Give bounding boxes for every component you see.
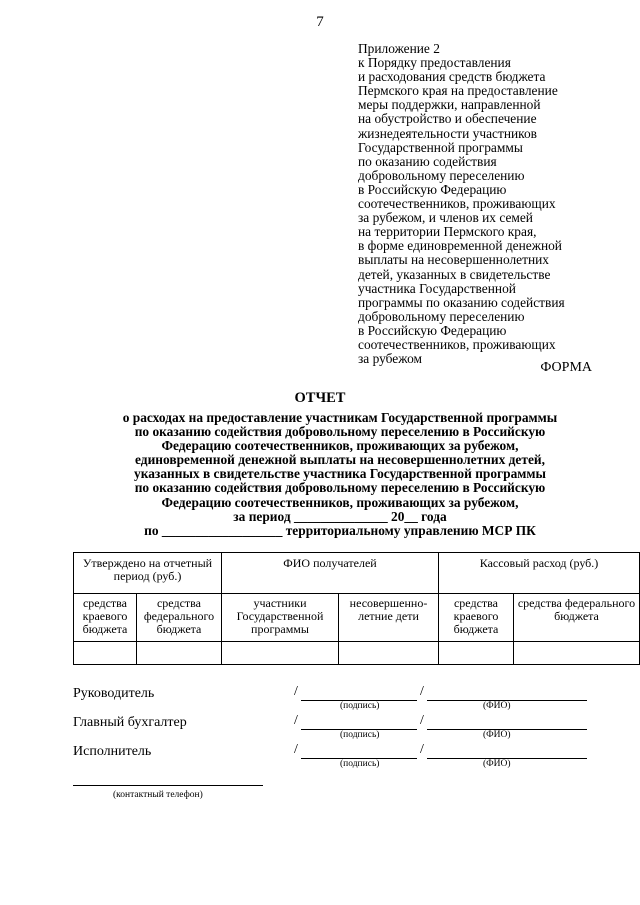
appendix-line: за рубежом, и членов их семей	[358, 210, 533, 226]
caption-signature: (подпись)	[340, 701, 380, 711]
appendix-line: Государственной программы	[358, 139, 523, 155]
appendix-line: в форме единовременной денежной	[358, 238, 562, 254]
slash-separator: /	[294, 684, 298, 699]
signature-label-chief-accountant: Главный бухгалтер	[73, 715, 187, 730]
forma-label: ФОРМА	[540, 360, 592, 375]
appendix-line: меры поддержки, направленной	[358, 97, 541, 113]
period-line: за период ______________ 20__ года	[233, 508, 447, 524]
caption-name: (ФИО)	[483, 701, 511, 711]
subheader-minor-children: несовершенно-летние дети	[339, 594, 439, 642]
appendix-line: жизнедеятельности участников	[358, 125, 537, 141]
table-cell[interactable]	[514, 642, 640, 665]
table-cell[interactable]	[74, 642, 137, 665]
table-cell[interactable]	[137, 642, 222, 665]
subtitle-line: по оказанию содействия добровольному переселению в Российскую	[134, 480, 546, 496]
subtitle-line: единовременной денежной выплаты на несовершеннолетних детей,	[135, 452, 545, 468]
subheader-federal-budget: средства федерального бюджета	[137, 594, 222, 642]
table-row	[74, 642, 640, 665]
appendix-line: Приложение 2	[358, 41, 440, 56]
appendix-line: на территории Пермского края,	[358, 224, 537, 240]
appendix-line: выплаты на несовершеннолетних	[358, 252, 549, 268]
caption-phone: (контактный телефон)	[113, 790, 203, 800]
subheader-regional-budget: средства краевого бюджета	[439, 594, 514, 642]
appendix-line: по оказанию содействия	[358, 153, 497, 169]
subtitle-line: Федерацию соотечественников, проживающих за рубежом,	[161, 494, 519, 510]
appendix-block	[358, 42, 628, 366]
report-subtitle	[40, 411, 640, 538]
phone-line[interactable]	[73, 785, 263, 786]
appendix-line: соотечественников, проживающих	[358, 336, 556, 352]
appendix-line: в Российскую Федерацию	[358, 322, 507, 338]
report-table	[73, 552, 640, 665]
slash-separator: /	[420, 713, 424, 728]
subheader-program-participants: участники Государственной программы	[222, 594, 339, 642]
slash-separator: /	[294, 713, 298, 728]
slash-separator: /	[420, 742, 424, 757]
appendix-line: добровольному переселению	[358, 167, 525, 183]
appendix-line: и расходования средств бюджета	[358, 69, 546, 85]
caption-name: (ФИО)	[483, 730, 511, 740]
header-approved: Утверждено на отчетный период (руб.)	[74, 553, 222, 594]
appendix-line: добровольному переселению	[358, 308, 525, 324]
subtitle-line: указанных в свидетельстве участника Государственной программы	[134, 466, 546, 482]
header-recipients: ФИО получателей	[222, 553, 439, 594]
subtitle-line: по оказанию содействия добровольному переселению в Российскую	[134, 424, 546, 440]
table-cell[interactable]	[339, 642, 439, 665]
header-cash-expense: Кассовый расход (руб.)	[439, 553, 640, 594]
appendix-line: участника Государственной	[358, 280, 516, 296]
slash-separator: /	[420, 684, 424, 699]
appendix-line: Пермского края на предоставление	[358, 83, 558, 99]
appendix-line: на обустройство и обеспечение	[358, 111, 537, 127]
appendix-line: к Порядку предоставления	[358, 55, 511, 71]
appendix-line: соотечественников, проживающих	[358, 196, 556, 212]
department-line: по __________________ территориальному управлению МСР ПК	[144, 522, 536, 538]
signature-label-head: Руководитель	[73, 686, 155, 701]
caption-name: (ФИО)	[483, 759, 511, 769]
page-number: 7	[316, 14, 324, 30]
caption-signature: (подпись)	[340, 730, 380, 740]
slash-separator: /	[294, 742, 298, 757]
appendix-line: в Российскую Федерацию	[358, 181, 507, 197]
subheader-regional-budget: средства краевого бюджета	[74, 594, 137, 642]
subheader-federal-budget: средства федерального бюджета	[514, 594, 640, 642]
appendix-line: детей, указанных в свидетельстве	[358, 266, 551, 282]
signature-label-executor: Исполнитель	[73, 744, 152, 759]
appendix-line: программы по оказанию содействия	[358, 294, 565, 310]
table-cell[interactable]	[439, 642, 514, 665]
report-title: ОТЧЕТ	[294, 390, 346, 406]
caption-signature: (подпись)	[340, 759, 380, 769]
table-cell[interactable]	[222, 642, 339, 665]
subtitle-line: Федерацию соотечественников, проживающих за рубежом,	[161, 438, 519, 454]
subtitle-line: о расходах на предоставление участникам Государственной программы	[122, 410, 558, 425]
appendix-line: за рубежом	[358, 351, 423, 367]
